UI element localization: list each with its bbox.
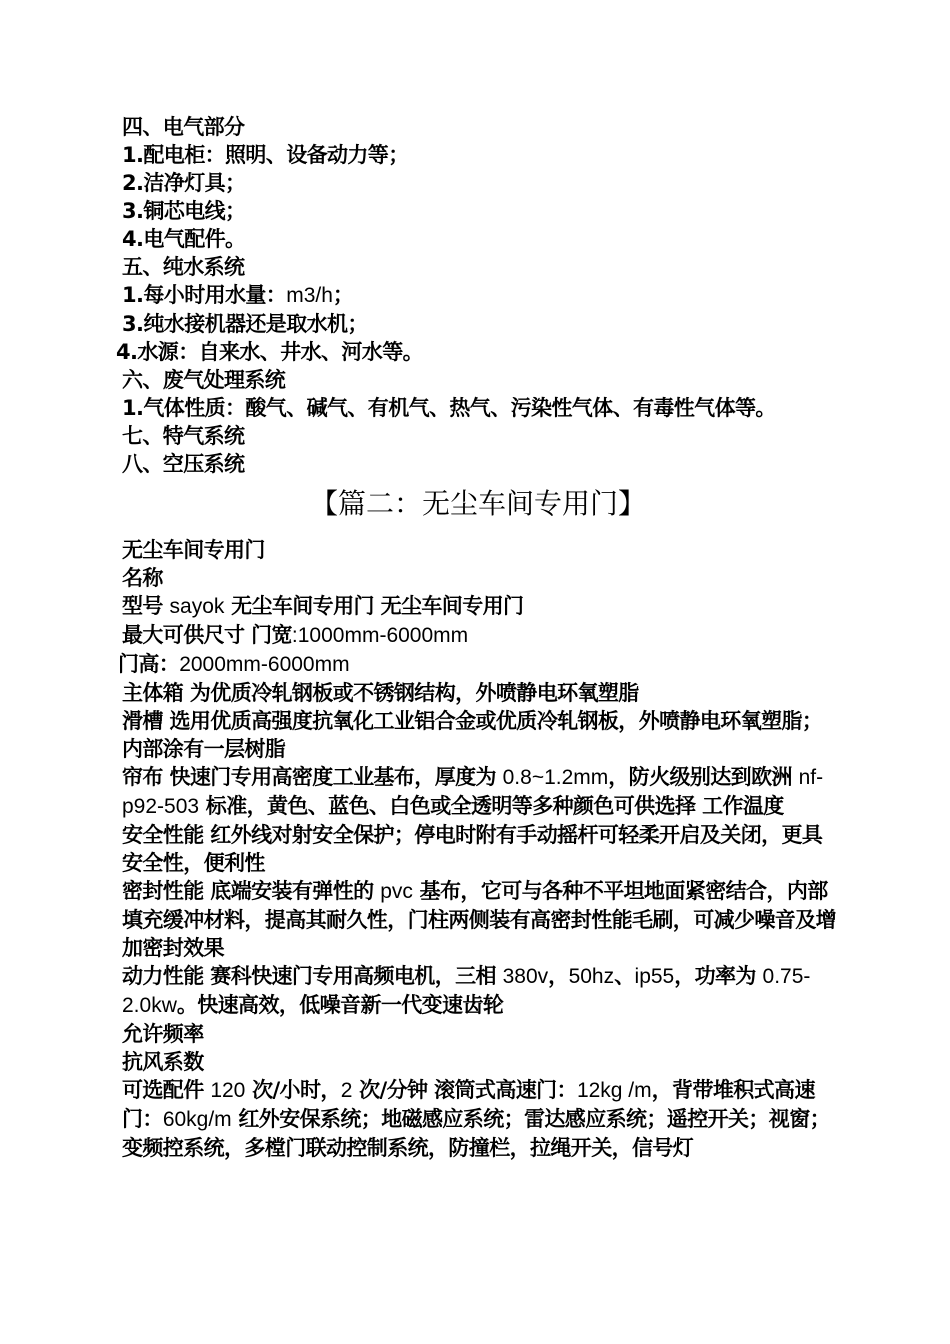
paragraph — [116, 962, 840, 1020]
heading-special-gas: 七、特气系统 — [122, 424, 245, 448]
list-item: 2.洁净灯具； — [122, 171, 246, 195]
text-span: 。快速高效，低噪音新一代变速齿轮 — [176, 993, 504, 1017]
text-span: ip55 — [634, 965, 675, 988]
text-span: 可选配件 — [122, 1078, 211, 1102]
text-span: 无尘车间专用门 无尘车间专用门 — [224, 594, 524, 618]
heading-electrical: 四、电气部分 — [122, 115, 245, 139]
text-span: :1000mm-6000mm — [291, 624, 469, 647]
text-span: 次/小时， — [245, 1078, 341, 1102]
text-span: 1.每小时用水量： — [122, 283, 287, 307]
list-item: 4.水源：自来水、井水、河水等。 — [116, 340, 423, 364]
text-span: ，防火级别达到欧洲 — [608, 765, 799, 789]
text-span: 次/分钟 滚筒式高速门： — [352, 1078, 577, 1102]
text-span: 动力性能 赛科快速门专用高频电机，三相 — [122, 964, 503, 988]
text-span: 0.8~1.2mm — [502, 766, 609, 789]
section-title: 【篇二：无尘车间专用门】 — [309, 487, 646, 520]
text-span: ，背带堆积式高速门： — [122, 1078, 815, 1131]
text-span: 50hz — [568, 965, 615, 988]
paragraph — [116, 621, 840, 650]
list-item: 3.铜芯电线； — [122, 199, 246, 223]
paragraph: 滑槽 选用优质高强度抗氧化工业铝合金或优质冷轧钢板，外喷静电环氧塑脂；内部涂有一层树脂 — [122, 709, 823, 761]
text-span: ； — [332, 283, 354, 307]
paragraph: 抗风系数 — [122, 1050, 204, 1074]
text-span: 120 — [210, 1079, 246, 1102]
list-item: 1.配电柜：照明、设备动力等； — [122, 143, 409, 167]
text-span: 红外安保系统；地磁感应系统；雷达感应系统；遥控开关；视窗；变频控系统，多樘门联动控制系统，防撞栏，拉绳开关，信号灯 — [122, 1107, 830, 1160]
paragraph — [116, 650, 840, 679]
text-span: 标准，黄色、蓝色、白色或全透明等多种颜色可供选择 工作温度 — [199, 794, 784, 818]
text-span: ，功率为 — [674, 964, 763, 988]
text-span: 门高： — [118, 652, 180, 676]
text-span: sayok — [169, 595, 225, 618]
text-span: 12kg /m — [576, 1079, 652, 1102]
paragraph — [116, 877, 840, 962]
text-span: ， — [548, 964, 569, 988]
list-item: 1.气体性质：酸气、碱气、有机气、热气、污染性气体、有毒性气体等。 — [122, 396, 776, 420]
text-span: 基布，它可与各种不平坦地面紧密结合，内部填充缓冲材料，提高其耐久性，门柱两侧装有高密封性能毛刷，可减少噪音及增加密封效果 — [122, 879, 836, 960]
paragraph — [116, 763, 840, 821]
paragraph: 主体箱 为优质冷轧钢板或不锈钢结构，外喷静电环氧塑脂 — [122, 681, 639, 705]
paragraph: 名称 — [122, 566, 163, 590]
text-span: 60kg/m — [162, 1108, 232, 1131]
document-page — [116, 113, 840, 1162]
text-span: 2 — [340, 1079, 353, 1102]
text-span: nf-p92-503 — [122, 766, 824, 818]
heading-compressed-air: 八、空压系统 — [122, 452, 245, 476]
text-span: m3/h — [286, 284, 333, 307]
list-item — [116, 281, 840, 310]
text-span: 型号 — [122, 594, 170, 618]
heading-pure-water: 五、纯水系统 — [122, 255, 245, 279]
text-span: 2000mm-6000mm — [179, 653, 350, 676]
paragraph: 安全性能 红外线对射安全保护；停电时附有手动摇杆可轻柔开启及关闭，更具安全性，便利性 — [122, 823, 823, 875]
text-span: 最大可供尺寸 门宽 — [122, 623, 292, 647]
paragraph: 允许频率 — [122, 1022, 204, 1046]
text-span: pvc — [380, 880, 413, 903]
text-span: 密封性能 底端安装有弹性的 — [122, 879, 381, 903]
list-item: 3.纯水接机器还是取水机； — [122, 312, 368, 336]
text-span: 380v — [502, 965, 549, 988]
heading-exhaust: 六、废气处理系统 — [122, 368, 286, 392]
text-span: 0.75-2.0kw — [122, 965, 811, 1017]
paragraph — [116, 592, 840, 621]
paragraph — [116, 1076, 840, 1162]
text-span: 帘布 快速门专用高密度工业基布，厚度为 — [122, 765, 503, 789]
paragraph: 无尘车间专用门 — [122, 538, 265, 562]
text-span: 、 — [614, 964, 635, 988]
list-item: 4.电气配件。 — [122, 227, 246, 251]
